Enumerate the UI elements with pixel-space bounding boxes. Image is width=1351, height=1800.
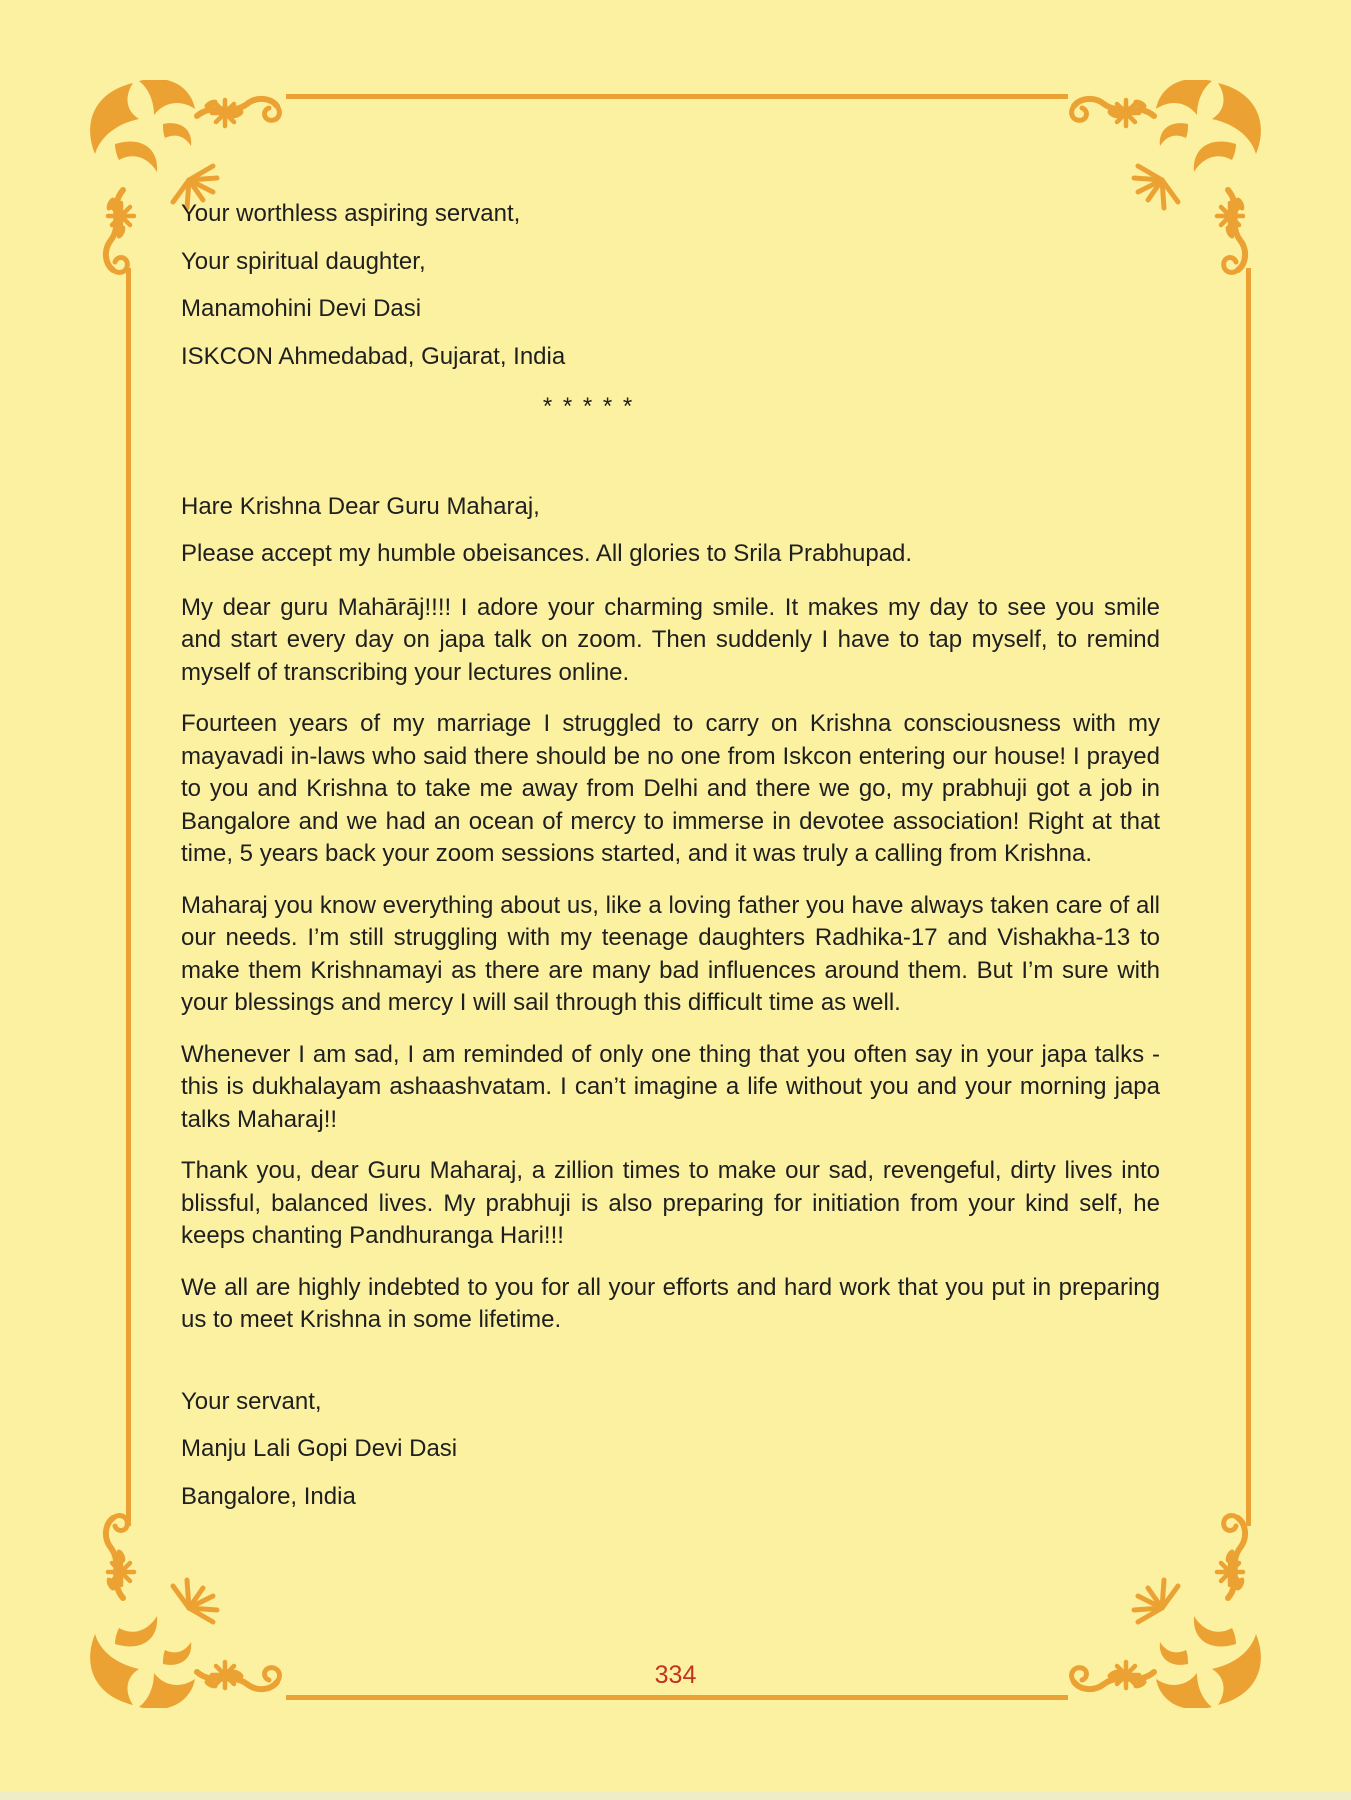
letter-content (181, 198, 1160, 1528)
signature-line: Your worthless aspiring servant, (181, 200, 521, 227)
signature-line: ISKCON Ahmedabad, Gujarat, India (181, 342, 566, 370)
letter-signature (181, 1386, 1160, 1514)
letter-obeisances: Please accept my humble obeisances. All glories to Srila Prabhupad. (181, 540, 913, 567)
border-line-bottom (286, 1695, 1068, 1700)
letter-paragraph: Whenever I am sad, I am reminded of only one thing that you often say in your japa talks - this is dukhalayam ashaashvatam. I can’t imagine a life without you and your morning japa talks Maharaj!! (181, 1040, 1160, 1133)
border-line-top (286, 94, 1068, 99)
letter-paragraph: We all are highly indebted to you for all your efforts and hard work that you put in preparing us to meet Krishna in some lifetime. (181, 1273, 1160, 1333)
signature-line: Bangalore, India (181, 1482, 356, 1510)
letter-paragraph: My dear guru Mahārāj!!!! I adore your charming smile. It makes my day to see you smile and start every day on japa talk on zoom. Then suddenly I have to tap myself, to remind myself of transcribing your lectures online. (181, 593, 1160, 686)
letter-paragraph: Maharaj you know everything about us, like a loving father you have always taken care of all our needs. I’m still struggling with my teenage daughters Radhika-17 and Vishakha-13 to make them Krishnamayi as there are many bad influences around them. But I’m sure with your blessings and mercy I will sail through this difficult time as well. (181, 891, 1160, 1016)
signature-line: Manamohini Devi Dasi (181, 295, 422, 322)
border-line-left (126, 268, 131, 1526)
letters-separator: * * * * * (542, 393, 635, 420)
border-line-right (1246, 268, 1251, 1526)
letter-salutation: Hare Krishna Dear Guru Maharaj, (181, 492, 540, 520)
previous-letter-signature (181, 198, 1160, 373)
letter-paragraph: Thank you, dear Guru Maharaj, a zillion times to make our sad, revengeful, dirty lives into blissful, balanced lives. My prabhuji is also preparing for initiation from your kind self, he keeps chanting Pandhuranga Hari!!! (181, 1157, 1160, 1249)
letter-body (181, 491, 1160, 1337)
page-bottom-edge (0, 1792, 1351, 1800)
signature-line: Manju Lali Gopi Devi Dasi (181, 1435, 458, 1462)
letter-paragraph: Fourteen years of my marriage I struggled to carry on Krishna consciousness with my mayavadi in-laws who said there should be no one from Iskcon entering our house! I prayed to you and Krishna to take me away from Delhi and there we go, my prabhuji got a job in Bangalore and we had an ocean of mercy to immerse in devotee association! Right at that time, 5 years back your zoom sessions started, and it was truly a calling from Krishna. (181, 710, 1160, 867)
signature-line: Your spiritual daughter, (181, 247, 426, 275)
signature-line: Your servant, (181, 1387, 322, 1415)
page-number: 334 (654, 1661, 697, 1689)
